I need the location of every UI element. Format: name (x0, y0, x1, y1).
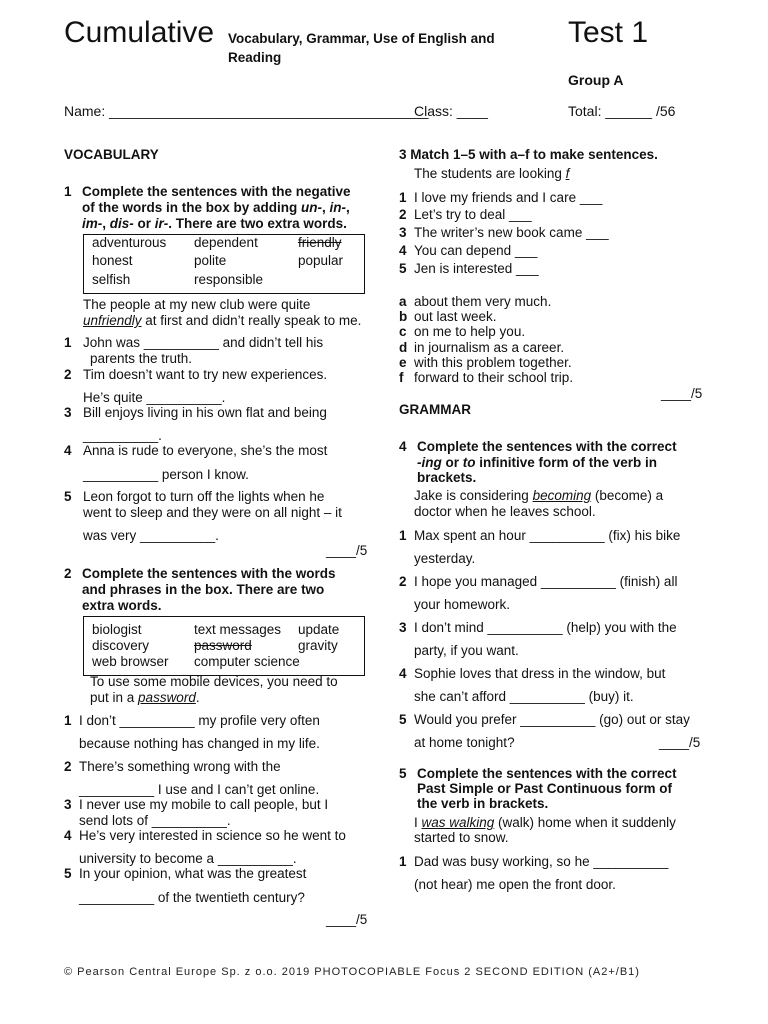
ex2-item-number: 5 (64, 866, 72, 881)
ex1-instr-comma: , (322, 200, 330, 215)
ex5-instr-line3: the verb in brackets. (417, 796, 549, 811)
ex1-item-text: Tim doesn’t want to try new experiences. (83, 367, 328, 382)
ex4-item-text: Sophie loves that dress in the window, but (414, 666, 666, 681)
group-label: Group A (568, 72, 624, 88)
ex2-item-number: 1 (64, 713, 72, 728)
ex4-item-text: party, if you want. (414, 643, 519, 658)
ex3-item-text: The writer’s new book came ___ (414, 225, 609, 240)
ex4-or: or (441, 455, 463, 470)
copyright-footer: © Pearson Central Europe Sp. z o.o. 2019 PHOTOCOPIABLE Focus 2 SECOND EDITION (A2+/B1) (64, 966, 640, 978)
example-rest: at first and didn’t really speak to me. (141, 313, 362, 328)
example-pre: I (414, 815, 422, 830)
example-answer: unfriendly (83, 313, 142, 328)
ex1-item-text: Bill enjoys living in his own flat and being (83, 405, 327, 420)
example-answer: was walking (421, 815, 495, 830)
ex3-option-letter: d (399, 340, 408, 355)
ex5-instr-line1: Complete the sentences with the correct (417, 766, 677, 781)
ex5-example-line1 (414, 815, 676, 831)
ex1-item-number: 4 (64, 443, 72, 458)
ex4-ing: -ing (417, 455, 442, 470)
ex4-item-text: I hope you managed __________ (finish) all (414, 574, 678, 589)
ex4-item-text: I don’t mind __________ (help) you with the (414, 620, 677, 635)
word-box-item: responsible (194, 272, 264, 287)
class-field[interactable]: Class: ____ (414, 103, 488, 119)
ex2-item-text: __________ I use and I can’t get online. (79, 782, 320, 797)
ex4-item-text: Max spent an hour __________ (fix) his bike (414, 528, 681, 543)
word-box-item: honest (92, 253, 133, 268)
subtitle-line2: Reading (228, 50, 282, 65)
prefix-ir: ir- (154, 216, 169, 231)
word-box-item: selfish (92, 272, 131, 287)
ex2-item-text: because nothing has changed in my life. (79, 736, 320, 751)
ex2-example-line1: To use some mobile devices, you need to (90, 674, 338, 689)
vocabulary-heading: VOCABULARY (64, 147, 159, 162)
ex4-item-text: she can’t afford __________ (buy) it. (414, 689, 634, 704)
ex3-heading: 3 Match 1–5 with a–f to make sentences. (399, 147, 658, 162)
grammar-heading: GRAMMAR (399, 402, 471, 417)
prefix-dis: dis- (109, 216, 134, 231)
ex1-item-text: Anna is rude to everyone, she’s the most (83, 443, 328, 458)
ex3-item-number: 5 (399, 261, 407, 276)
prefix-un: un- (301, 200, 322, 215)
example-post: (walk) home when it suddenly (494, 815, 676, 830)
ex1-instr-end: . There are two extra words. (168, 216, 347, 231)
ex1-example-line1: The people at my new club were quite (83, 297, 311, 312)
total-field[interactable]: Total: ______ /56 (568, 103, 676, 119)
ex3-example-answer: f (565, 166, 570, 181)
ex3-option-letter: e (399, 355, 407, 370)
ex3-option-text: about them very much. (414, 294, 552, 309)
word-box-item: biologist (92, 622, 142, 637)
word-box-item-crossed: friendly (298, 235, 342, 250)
ex4-score[interactable]: ____/5 (659, 735, 701, 750)
ex5-item-number: 1 (399, 854, 407, 869)
ex1-instr-text: of the words in the box by adding (82, 200, 301, 215)
ex2-item-text: I never use my mobile to call people, but I (79, 797, 329, 812)
ex4-instr-line1: Complete the sentences with the correct (417, 439, 677, 454)
ex3-option-text: with this problem together. (414, 355, 572, 370)
word-box-item: dependent (194, 235, 258, 250)
ex4-item-text: Would you prefer __________ (go) out or stay (414, 712, 690, 727)
ex2-instr-line2: and phrases in the box. There are two (82, 582, 325, 597)
ex1-item-text: He’s quite __________. (83, 390, 226, 405)
ex1-instr-line2 (82, 200, 372, 216)
ex3-option-letter: f (399, 370, 404, 385)
ex1-item-number: 2 (64, 367, 72, 382)
ex1-item-text: __________ person I know. (83, 467, 249, 482)
test-label: Test 1 (568, 16, 649, 49)
ex2-item-text: university to become a __________. (79, 851, 297, 866)
ex3-example-text: The students are looking (414, 166, 566, 181)
ex2-instr-line1: Complete the sentences with the words (82, 566, 336, 581)
ex1-item-text: Leon forgot to turn off the lights when he (83, 489, 325, 504)
ex1-item-text: parents the truth. (90, 351, 193, 366)
ex3-item-text: Let’s try to deal ___ (414, 207, 532, 222)
ex2-example-line2 (90, 690, 200, 706)
ex4-instr-line3: brackets. (417, 470, 477, 485)
word-box-item: polite (194, 253, 227, 268)
ex2-number: 2 (64, 566, 72, 581)
ex4-item-text: yesterday. (414, 551, 476, 566)
ex1-item-text: was very __________. (83, 528, 219, 543)
word-box-item: adventurous (92, 235, 167, 250)
ex2-item-number: 4 (64, 828, 72, 843)
ex3-option-letter: a (399, 294, 407, 309)
ex1-item-number: 3 (64, 405, 72, 420)
example-answer: password (138, 690, 196, 705)
ex2-item-text: send lots of __________. (79, 813, 231, 828)
ex1-instr-line1: Complete the sentences with the negative (82, 184, 351, 199)
ex3-item-text: Jen is interested ___ (414, 261, 539, 276)
ex3-option-text: on me to help you. (414, 324, 526, 339)
ex1-instr-comma: , (346, 200, 350, 215)
ex2-item-text: There’s something wrong with the (79, 759, 281, 774)
ex1-instr-line3 (82, 216, 372, 232)
ex4-example-line1 (414, 488, 663, 504)
ex3-item-number: 3 (399, 225, 407, 240)
ex4-item-number: 4 (399, 666, 407, 681)
ex5-item-text: Dad was busy working, so he __________ (414, 854, 669, 869)
example-answer: becoming (532, 488, 592, 503)
ex3-option-text: in journalism as a career. (414, 340, 565, 355)
example-post: . (195, 690, 200, 705)
ex4-item-number: 1 (399, 528, 407, 543)
ex5-number: 5 (399, 766, 407, 781)
ex1-number: 1 (64, 184, 72, 199)
example-pre: put in a (90, 690, 139, 705)
prefix-in: in- (329, 200, 347, 215)
ex2-item-text: I don’t __________ my profile very often (79, 713, 320, 728)
ex3-item-number: 1 (399, 190, 407, 205)
ex1-item-number: 5 (64, 489, 72, 504)
ex3-option-letter: b (399, 309, 408, 324)
ex3-item-number: 2 (399, 207, 407, 222)
ex2-item-number: 2 (64, 759, 72, 774)
ex4-item-number: 5 (399, 712, 407, 727)
name-field[interactable]: Name: _________________________________________ (64, 103, 429, 119)
ex3-item-text: I love my friends and I care ___ (414, 190, 603, 205)
page-title: Cumulative (64, 16, 215, 49)
prefix-im: im- (82, 216, 103, 231)
ex2-item-number: 3 (64, 797, 72, 812)
ex1-item-number: 1 (64, 335, 72, 350)
ex3-item-number: 4 (399, 243, 407, 258)
ex5-item-text: (not hear) me open the front door. (414, 877, 616, 892)
ex4-instr-rest: infinitive form of the verb in (475, 455, 658, 470)
ex5-instr-line2: Past Simple or Past Continuous form of (417, 781, 673, 796)
example-pre: Jake is considering (414, 488, 533, 503)
ex3-option-text: out last week. (414, 309, 497, 324)
word-box-item: web browser (92, 654, 169, 669)
ex4-item-text: at home tonight? (414, 735, 515, 750)
word-box-item-crossed: password (194, 638, 252, 653)
ex4-number: 4 (399, 439, 407, 454)
ex2-item-text: In your opinion, what was the greatest (79, 866, 307, 881)
ex3-item-text: You can depend ___ (414, 243, 538, 258)
ex1-word-box (83, 234, 365, 294)
ex2-item-text: He’s very interested in science so he went to (79, 828, 346, 843)
word-box-item: gravity (298, 638, 338, 653)
ex1-instr-comma: , (102, 216, 110, 231)
ex2-word-box (83, 616, 365, 676)
ex1-item-text: John was __________ and didn’t tell his (83, 335, 324, 350)
subtitle-line1: Vocabulary, Grammar, Use of English and (228, 31, 495, 46)
word-box-item: popular (298, 253, 344, 268)
word-box-item: text messages (194, 622, 282, 637)
ex2-score[interactable]: ____/5 (326, 912, 368, 927)
ex1-score[interactable]: ____/5 (326, 543, 368, 558)
ex1-item-text: __________. (83, 428, 162, 443)
ex1-item-text: went to sleep and they were on all night – it (83, 505, 342, 520)
word-box-item: discovery (92, 638, 150, 653)
ex2-item-text: __________ of the twentieth century? (79, 890, 305, 905)
ex4-to: to (462, 455, 476, 470)
ex4-example-line2: doctor when he leaves school. (414, 504, 596, 519)
example-post: (become) a (591, 488, 664, 503)
ex3-option-text: forward to their school trip. (414, 370, 574, 385)
ex1-instructions (82, 184, 372, 232)
word-box-item: computer science (194, 654, 300, 669)
ex4-item-number: 2 (399, 574, 407, 589)
ex4-item-number: 3 (399, 620, 407, 635)
ex4-item-text: your homework. (414, 597, 511, 612)
ex3-score[interactable]: ____/5 (661, 386, 703, 401)
ex1-example-line2 (83, 313, 361, 329)
ex1-instr-or: or (133, 216, 155, 231)
ex2-instr-line3: extra words. (82, 598, 162, 613)
ex5-example-line2: started to snow. (414, 830, 509, 845)
ex4-instr-line2 (417, 455, 657, 471)
ex3-example (414, 166, 569, 182)
ex3-option-letter: c (399, 324, 407, 339)
word-box-item: update (298, 622, 340, 637)
